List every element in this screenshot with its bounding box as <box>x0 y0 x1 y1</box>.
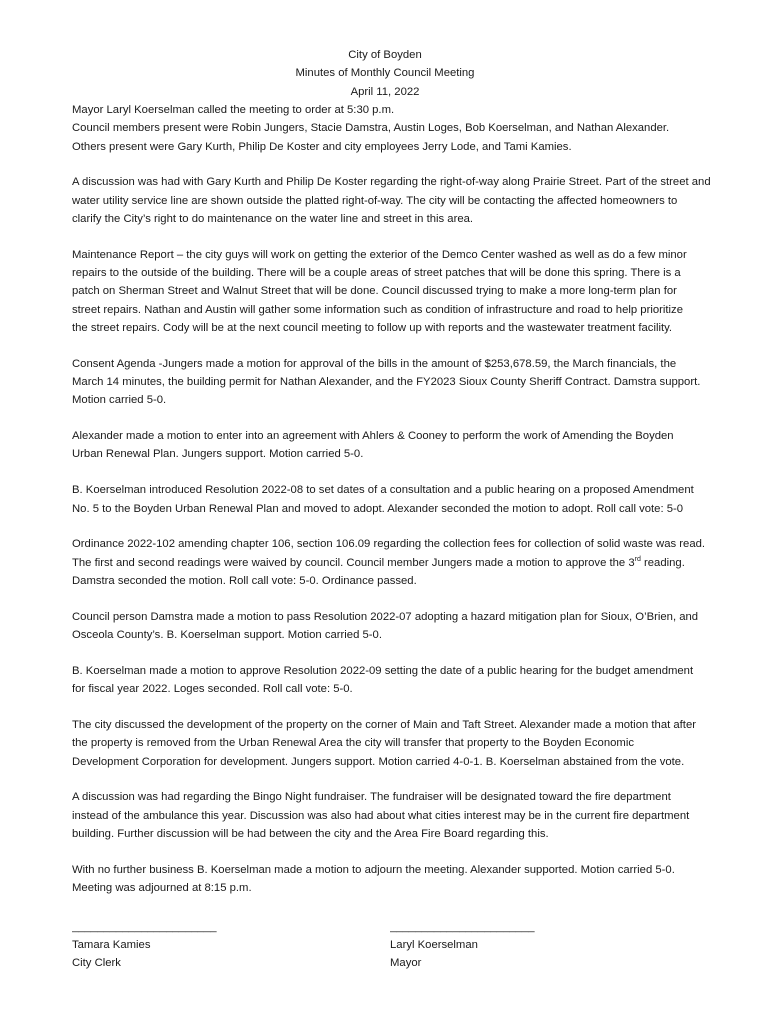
paragraph-right-of-way <box>72 173 732 228</box>
paragraph-ahlers-cooney <box>72 427 732 464</box>
city-name: City of Boyden <box>348 49 422 61</box>
paragraph-consent-agenda <box>72 355 732 410</box>
text-line: Maintenance Report – the city guys will work on getting the exterior of the Demco Center washed as well as do a few minor <box>72 248 687 261</box>
signer-name: Tamara Kamies <box>72 939 151 951</box>
paragraph-property-development <box>72 716 732 771</box>
paragraph-resolution-2022-09 <box>72 662 732 699</box>
paragraph-ordinance-2022-102 <box>72 535 732 590</box>
text-line: Osceola County’s. B. Koerselman support. Motion carried 5-0. <box>72 629 382 642</box>
signer-name: Laryl Koerselman <box>390 939 478 951</box>
text-line: Ordinance 2022-102 amending chapter 106, section 106.09 regarding the collection fees for collection of solid waste was read. <box>72 538 706 551</box>
text-span: The first and second readings were waived by council. Council member Jungers made a motion to approve the 3 <box>72 556 635 569</box>
text-line: the street repairs. Cody will be at the next council meeting to follow up with reports and the wastewater treatment facility. <box>72 321 673 334</box>
text-line: Consent Agenda -Jungers made a motion for approval of the bills in the amount of $253,678.59, the March financials, the <box>72 357 677 370</box>
text-line: Development Corporation for development. Jungers support. Motion carried 4-0-1. B. Koerselman abstained from the vote. <box>72 755 685 768</box>
text-line: instead of the ambulance this year. Discussion was also had about what cities interest may be in the current fire department <box>72 809 690 822</box>
text-line: B. Koerselman made a motion to approve Resolution 2022-09 setting the date of a public hearing for the budget amendment <box>72 664 694 677</box>
text-line: Council members present were Robin Jungers, Stacie Damstra, Austin Loges, Bob Koerselman, and Nathan Alexander. <box>72 122 670 135</box>
text-line: The city discussed the development of the property on the corner of Main and Taft Street. Alexander made a motion that after <box>72 718 696 731</box>
paragraph-resolution-2022-07 <box>72 608 732 645</box>
text-line: Mayor Laryl Koerselman called the meeting to order at 5:30 p.m. <box>72 104 395 116</box>
signer-title: City Clerk <box>72 957 121 970</box>
text-line: With no further business B. Koerselman made a motion to adjourn the meeting. Alexander supported. Motion carried 5-0. <box>72 863 675 876</box>
ordinal-superscript: rd <box>634 555 641 563</box>
text-line: water utility service line are shown outside the platted right-of-way. The city will be contacting the affected homeowners to <box>72 194 678 207</box>
text-line: No. 5 to the Boyden Urban Renewal Plan and moved to adopt. Alexander seconded the motion to adopt. Roll call vote: 5-0 <box>72 502 684 515</box>
text-line <box>72 554 732 572</box>
paragraph-bingo-night <box>72 788 732 843</box>
text-line: Meeting was adjourned at 8:15 p.m. <box>72 882 252 894</box>
text-line: Motion carried 5-0. <box>72 394 167 407</box>
text-line: Alexander made a motion to enter into an agreement with Ahlers & Cooney to perform the work of Amending the Boyden <box>72 430 674 443</box>
signature-line: _______________________ <box>390 921 535 933</box>
paragraph-attendance <box>72 101 732 156</box>
text-line: A discussion was had with Gary Kurth and Philip De Koster regarding the right-of-way along Prairie Street. Part of the street and <box>72 176 711 189</box>
text-span: reading. <box>640 556 685 569</box>
text-line: Others present were Gary Kurth, Philip De Koster and city employees Jerry Lode, and Tami Kamies. <box>72 140 572 153</box>
paragraph-maintenance-report <box>72 246 732 337</box>
text-line: B. Koerselman introduced Resolution 2022-08 to set dates of a consultation and a public hearing on a proposed Amendment <box>72 484 694 497</box>
text-line: Council person Damstra made a motion to pass Resolution 2022-07 adopting a hazard mitigation plan for Sioux, O’Brien, and <box>72 610 699 623</box>
text-line: the property is removed from the Urban Renewal Area the city will transfer that property to the Boyden Economic <box>72 737 634 750</box>
text-line: street repairs. Nathan and Austin will gather some information such as condition of infrastructure and road to help prioritize <box>72 303 683 316</box>
text-line: repairs to the outside of the building. There will be a couple areas of street patches that will be done this spring. There is a <box>72 267 681 280</box>
text-line: Damstra seconded the motion. Roll call vote: 5-0. Ordinance passed. <box>72 574 417 587</box>
paragraph-adjournment <box>72 861 732 898</box>
signature-block-clerk <box>72 918 272 973</box>
signature-line: _______________________ <box>72 921 217 933</box>
minutes-body <box>72 101 732 897</box>
text-line: clarify the City’s right to do maintenance on the water line and street in this area. <box>72 212 474 225</box>
text-line: March 14 minutes, the building permit for Nathan Alexander, and the FY2023 Sioux County Sheriff Contract. Damstra support. <box>72 376 701 389</box>
text-line: building. Further discussion will be had between the city and the Area Fire Board regarding this. <box>72 827 549 840</box>
signer-title: Mayor <box>390 957 422 970</box>
text-line: for fiscal year 2022. Loges seconded. Roll call vote: 5-0. <box>72 683 353 696</box>
text-line: A discussion was had regarding the Bingo Night fundraiser. The fundraiser will be designated toward the fire department <box>72 791 671 804</box>
text-line: patch on Sherman Street and Walnut Street that will be done. Council discussed trying to make a more long-term plan for <box>72 285 677 298</box>
meeting-date: April 11, 2022 <box>350 85 420 98</box>
signature-block-mayor <box>390 918 590 973</box>
text-line: Urban Renewal Plan. Jungers support. Motion carried 5-0. <box>72 448 364 461</box>
paragraph-resolution-2022-08 <box>72 481 732 518</box>
document-title: Minutes of Monthly Council Meeting <box>295 67 475 80</box>
document-header <box>0 46 770 101</box>
